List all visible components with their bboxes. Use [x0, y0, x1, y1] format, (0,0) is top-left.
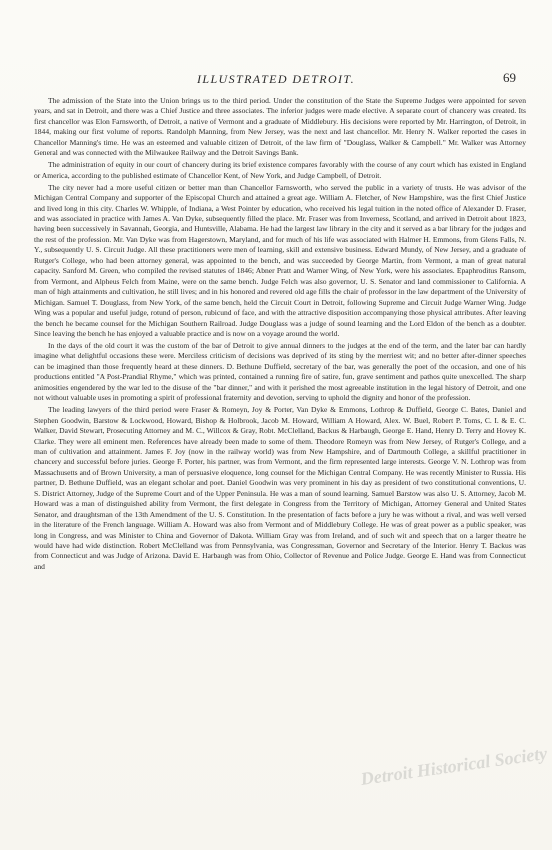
running-title: ILLUSTRATED DETROIT. [196, 72, 355, 86]
paragraph: The administration of equity in our court of chancery during its brief existence compares favorably with the course of any court which has existed in England or America, according to the published estimate of Chancellor Kent, of New York, and Judge Campbell, of Detroit. [34, 160, 526, 180]
paragraph: The city never had a more useful citizen or better man than Chancellor Farnsworth, who served the public in a variety of trusts. He was advisor of the Michigan Central Company and supporter of the Episcopal Church and attained a great age. William A. Fletcher, of New Hampshire, was the first Chief Justice and lived long in this city. Charles W. Whipple, of Indiana, a West Pointer by education, who received his legal tuition in the noted office of Alexander D. Fraser, and was associated in practice with James A. Van Dyke, subsequently filled the place. Mr. Fraser was from Inverness, Scotland, and arrived in Detroit about 1823, having been successively in Savannah, Georgia, and Huntsville, Alabama. He had the largest law library in the city and it served as a bar library for the judges and the rest of the profession. Mr. Van Dyke was from Hagerstown, Maryland, and for much of his life was associated with Halmer H. Emmons, from Glens Falls, N. Y., subsequently U. S. Circuit Judge. All these practitioners were men of learning, skill and extensive business. Edward Mundy, of New Jersey, and a graduate of Rutger's College, who had been attorney general, was appointed to the bench, and was succeeded by George Martin, from Vermont, a man of great natural capacity. Sanford M. Green, who compiled the revised statutes of 1846; Abner Pratt and Warner Wing, of New York, were his associates. Epaphroditus Ransom, from Vermont, and Alpheus Felch from Maine, were on the same bench. Judge Felch was also governor, U. S. Senator and land commissioner to California. A man of high attainments and cultivation, he still lives; and in his honored and revered old age fills the chair of professor in the law department of the University of Michigan. Samuel T. Douglass, from New York, of the same bench, held the Circuit Court in Detroit, following Supreme and Circuit Judge Warner Wing. Judge Wing was a popular and useful judge, rotund of person, rubicund of face, and with the attractive disposition accompanying those physical attributes. After leaving the bench he became counsel for the Michigan Southern Railroad. Judge Douglass was a judge of sound learning and the Lord Eldon of the bench as a doubter. Since leaving the bench he has enjoyed a valuable practice and is now on a voyage around the world. [34, 182, 526, 338]
paragraph: The admission of the State into the Union brings us to the third period. Under the constitution of the State the Supreme Judges were appointed for seven years, and sat in Detroit, and there was a Chief Justice and three associates. The inferior judges were made elective. A separate court of chancery was created. Its first chancellor was Elon Farnsworth, of Detroit, a native of Vermont and a graduate of Middlebury. His decisions were reported by Mr. Harrington, of Detroit, in 1844, making our first volume of reports. Randolph Manning, from New Jersey, was the next and last chancellor. Mr. Henry N. Walker reported the cases in Chancellor Manning's time. He was an esteemed and valuable citizen of Detroit, of the law firm of "Douglass, Walker & Campbell." Mr. Walker was Attorney General and was connected with the Milwaukee Railway and the Detroit Savings Bank. [34, 96, 526, 158]
paragraph: The leading lawyers of the third period were Fraser & Romeyn, Joy & Porter, Van Dyke & Emmons, Lothrop & Duffield, George C. Bates, Daniel and Stephen Goodwin, Barstow & Lockwood, Howard, Bishop & Holbrook, Jacob M. Howard, William A Howard, Alex. W. Buel, Robert P. Toms, C. I. & E. C. Walker, David Stewart, Prosecuting Attorney and M. C., Willcox & Gray, Robt. McClelland, Backus & Harbaugh, George E. Hand, Henry D. Terry and Hovey K. Clarke. They were all eminent men. References have already been made to some of them. Theodore Romeyn was from New Jersey, of Rutger's College, and a man of cultivation and attainment. James F. Joy (now in the railway world) was from New Hampshire, and of Dartmouth College, a skillful practitioner in chancery and successful before juries. George F. Porter, his partner, was from Vermont, and the firm represented large interests. George V. N. Lothrop was from Massachusetts and of Brown University, a man of persuasive eloquence, long counsel for the Michigan Central Company. He was recently Minister to Russia. His partner, D. Bethune Duffield, was an elegant scholar and poet. Daniel Goodwin was very prominent in his day as president of two constitutional conventions, U. S. District Attorney, Judge of the Supreme Court and of the Upper Peninsula. He was a man of sound learning. Samuel Barstow was also U. S. Attorney, Jacob M. Howard was a man of distinguished ability from Vermont, the first delegate in Congress from the Territory of Michigan, Attorney General and United States Senator, and draughtsman of the 13th Amendment of the U. S. Constitution. In the presentation of facts before a jury he was without a rival, and was well versed in the literature of the French language. William A. Howard was also from Vermont and of Middlebury College. He was of great power as a public speaker, was long in Congress, and was Minister to China and Governor of Dakota. William Gray was from Ireland, and of such wit and speech that on a larger theatre he would have had wide distinction. Robert McClelland was from Pennsylvania, was Congressman, Governor and Secretary of the Interior. Henry T. Backus was from Connecticut and was Judge of Arizona. David E. Harbaugh was from Ohio, Collector of Revenue and Police Judge. George E. Hand was from Connecticut and [34, 405, 526, 571]
watermark: Detroit Historical Society [359, 743, 549, 789]
page-number: 69 [503, 70, 516, 85]
body-text [34, 96, 526, 844]
paragraph: In the days of the old court it was the custom of the bar of Detroit to give annual dinners to the judges at the end of the term, and the later bar can hardly imagine what delightful occasions these were. Merciless criticism of decisions was deprived of its sting by the merriest wit; and no better after-dinner speeches can be imagined than those frequently heard at these dinners. D. Bethune Duffield, secretary of the bar, was generally the poet of the occasion, and one of his productions entitled "A Post-Prandial Rhyme," which was printed, contained a running fire of satire, fun, grave sentiment and pathos quite unexcelled. The sharp animosities engendered by the war led to the disuse of the "bar dinner," and with it perished the most agreeable institution in the legal history of Detroit, and one not without valuable uses in promoting a spirit of professional fraternity and devotion, serving to uphold the dignity and honor of the profession. [34, 340, 526, 403]
